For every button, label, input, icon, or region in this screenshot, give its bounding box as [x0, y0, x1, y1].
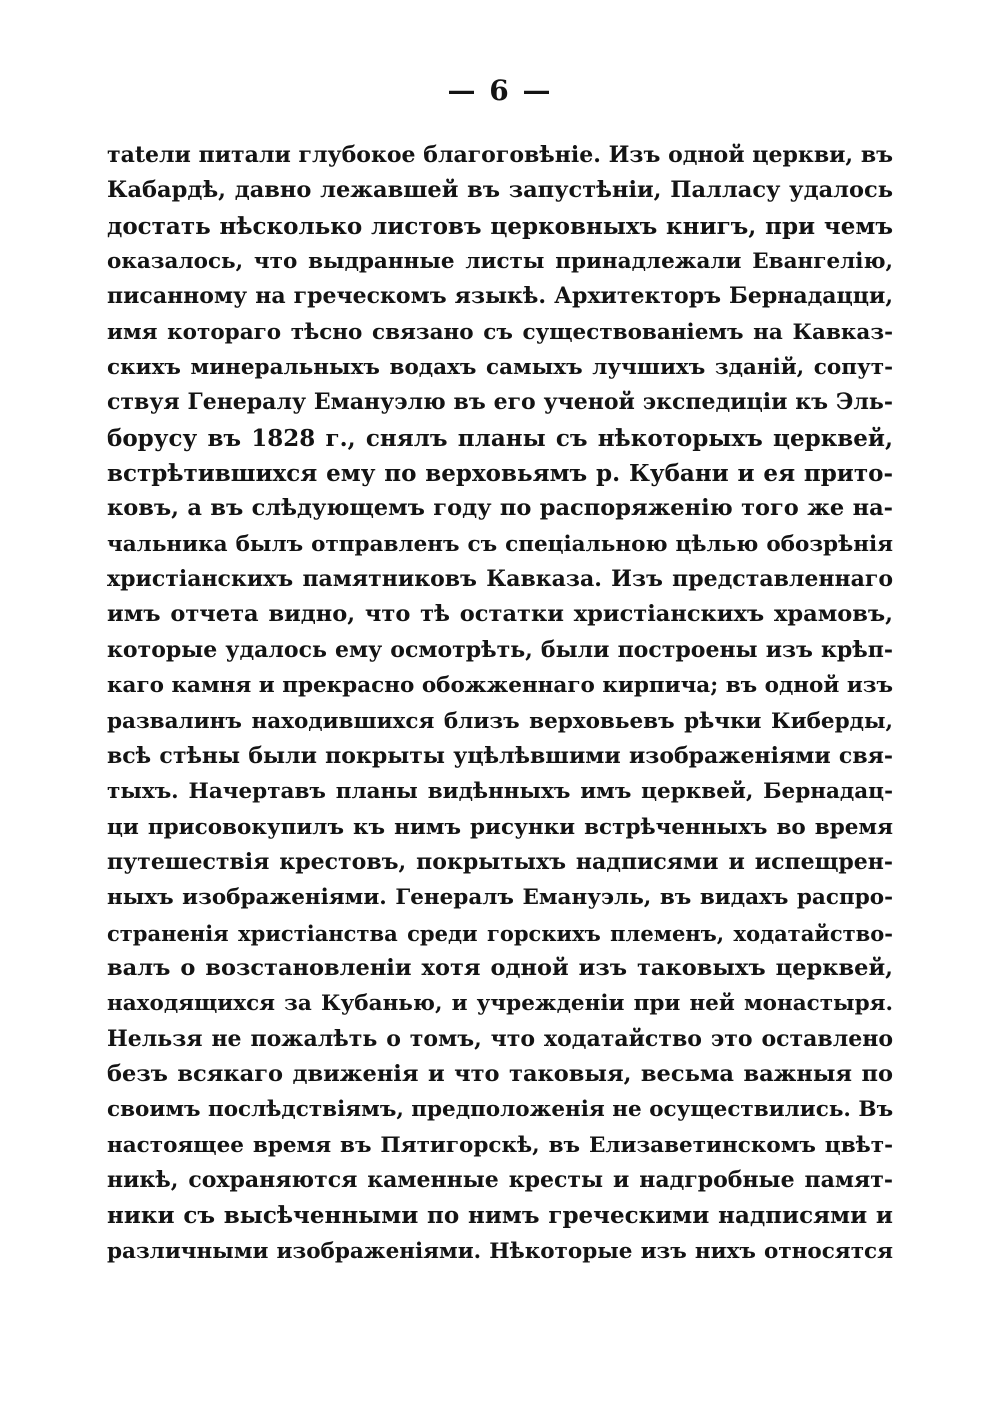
text-line: находящихся за Кубанью, и учрежденіи при ней монастыря.: [107, 991, 893, 1017]
text-line: страненія христіанства среди горскихъ племенъ, ходатайство-: [107, 920, 893, 946]
text-line: имъ отчета видно, что тѣ остатки христіанскихъ храмовъ,: [107, 601, 893, 628]
text-line: встрѣтившихся ему по верховьямъ р. Кубани и ея прито-: [107, 460, 893, 488]
text-line: различными изображеніями. Нѣкоторые изъ нихъ относятся: [107, 1238, 893, 1264]
text-line: своимъ послѣдствіямъ, предположенія не осуществились. Въ: [107, 1097, 893, 1123]
text-line: имя котораго тѣсно связано съ существованіемъ на Кавказ-: [107, 319, 893, 345]
text-line: тыхъ. Начертавъ планы видѣнныхъ имъ церквей, Бернадац-: [107, 779, 893, 805]
text-line: тatели питали глубокое благоговѣніе. Изъ одной церкви, въ: [107, 142, 893, 168]
text-line: оказалось, что выдранные листы принадлежали Евангелію,: [107, 249, 893, 275]
page-number: — 6 —: [447, 74, 553, 107]
text-line: безъ всякаго движенія и что таковыя, весьма важныя по: [107, 1060, 893, 1087]
text-line: ковъ, а въ слѣдующемъ году по распоряженію того же на-: [107, 495, 893, 522]
text-line: каго камня и прекрасно обожженнаго кирпича; въ одной изъ: [107, 673, 893, 699]
text-line: Нельзя не пожалѣть о томъ, что ходатайство это оставлено: [107, 1025, 893, 1052]
text-line: борусу въ 1828 г., снялъ планы съ нѣкоторыхъ церквей,: [107, 424, 893, 452]
text-line: ныхъ изображеніями. Генералъ Емануэль, въ видахъ распро-: [107, 885, 893, 911]
text-line: христіанскихъ памятниковъ Кавказа. Изъ представленнаго: [107, 566, 893, 593]
text-line: скихъ минеральныхъ водахъ самыхъ лучшихъ зданій, сопут-: [107, 355, 893, 381]
text-line: достать нѣсколько листовъ церковныхъ книгъ, при чемъ: [107, 212, 893, 240]
text-line: ники съ высѣченными по нимъ греческими надписями и: [107, 1202, 893, 1230]
body-text: [107, 138, 893, 1269]
text-line: путешествія крестовъ, покрытыхъ надписями и испещрен-: [107, 848, 893, 875]
text-line: ствуя Генералу Емануэлю въ его ученой экспедиціи къ Эль-: [107, 389, 893, 416]
text-line: развалинъ находившихся близъ верховьевъ рѣчки Киберды,: [107, 708, 893, 734]
text-line: которые удалось ему осмотрѣть, были построены изъ крѣп-: [107, 636, 893, 663]
text-line: ци присовокупилъ къ нимъ рисунки встрѣченныхъ во время: [107, 814, 893, 840]
text-line: писанному на греческомъ языкѣ. Архитекторъ Бернадацци,: [107, 283, 893, 310]
text-line: валъ о возстановленіи хотя одной изъ таковыхъ церквей,: [107, 954, 893, 981]
text-line: никѣ, сохраняются каменные кресты и надгробные памят-: [107, 1166, 893, 1193]
text-line: настоящее время въ Пятигорскѣ, въ Елизаветинскомъ цвѣт-: [107, 1132, 893, 1158]
text-line: чальника былъ отправленъ съ спеціальною цѣлью обозрѣнія: [107, 531, 893, 557]
text-line: всѣ стѣны были покрыты уцѣлѣвшими изображеніями свя-: [107, 742, 893, 769]
text-line: Кабардѣ, давно лежавшей въ запустѣніи, Палласу удалось: [107, 177, 893, 204]
